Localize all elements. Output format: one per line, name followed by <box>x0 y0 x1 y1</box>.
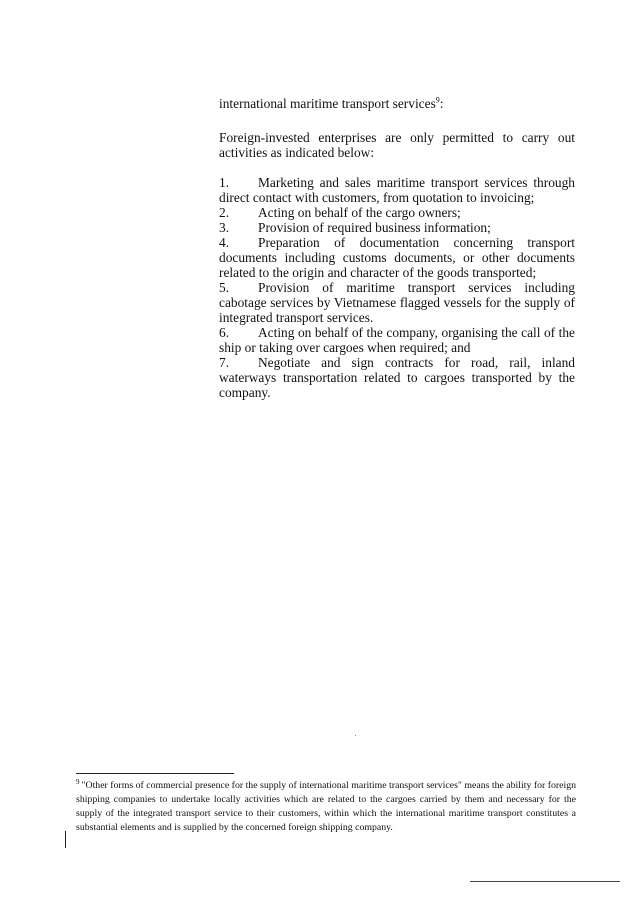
intro-colon: : <box>439 96 444 111</box>
item-number: 7. <box>219 355 230 370</box>
item-number: 1. <box>219 175 230 190</box>
item-number: 3. <box>219 220 230 235</box>
list-item <box>219 235 575 280</box>
list-item <box>219 220 575 235</box>
list-item <box>219 205 575 220</box>
intro-text: international maritime transport services <box>219 96 436 111</box>
scan-speck <box>355 735 356 736</box>
footnote-reference[interactable]: 9 <box>435 95 440 105</box>
item-text: Acting on behalf of the company, organising the call of the ship or taking over cargoes when required; and <box>219 325 575 355</box>
item-number: 5. <box>219 280 230 295</box>
list-item <box>219 355 575 400</box>
footnote-separator <box>76 773 234 774</box>
item-number: 2. <box>219 205 230 220</box>
item-text: Provision of maritime transport services including cabotage services by Vietnamese flagged vessels for the supply of integrated transport services. <box>219 280 575 325</box>
item-text: Provision of required business information; <box>258 220 491 235</box>
permission-paragraph: Foreign-invested enterprises are only permitted to carry out activities as indicated below: <box>219 130 575 160</box>
item-text: Negotiate and sign contracts for road, rail, inland waterways transportation related to cargoes transported by the company. <box>219 355 575 400</box>
activity-list <box>219 175 575 400</box>
item-text: Preparation of documentation concerning transport documents including customs documents, or other documents related to the origin and character of the goods transported; <box>219 235 575 280</box>
intro-line <box>219 96 575 111</box>
item-number: 6. <box>219 325 230 340</box>
bottom-rule <box>470 881 620 882</box>
revision-bar <box>65 831 66 848</box>
list-item <box>219 280 575 325</box>
footnote <box>76 779 576 835</box>
item-text: Marketing and sales maritime transport services through direct contact with customers, from quotation to invoicing; <box>219 175 575 205</box>
item-number: 4. <box>219 235 230 250</box>
item-text: Acting on behalf of the cargo owners; <box>258 205 461 220</box>
footnote-text: "Other forms of commercial presence for the supply of international maritime transport services" means the ability for foreign shipping companies to undertake locally activities which are related to the cargoes carried by them and necessary for the supply of the integrated transport service to their customers, within which the international maritime transport constitutes a substantial elements and is supplied by the concerned foreign shipping company. <box>76 780 576 833</box>
list-item <box>219 325 575 355</box>
footnote-mark: 9 <box>76 777 80 786</box>
list-item <box>219 175 575 205</box>
